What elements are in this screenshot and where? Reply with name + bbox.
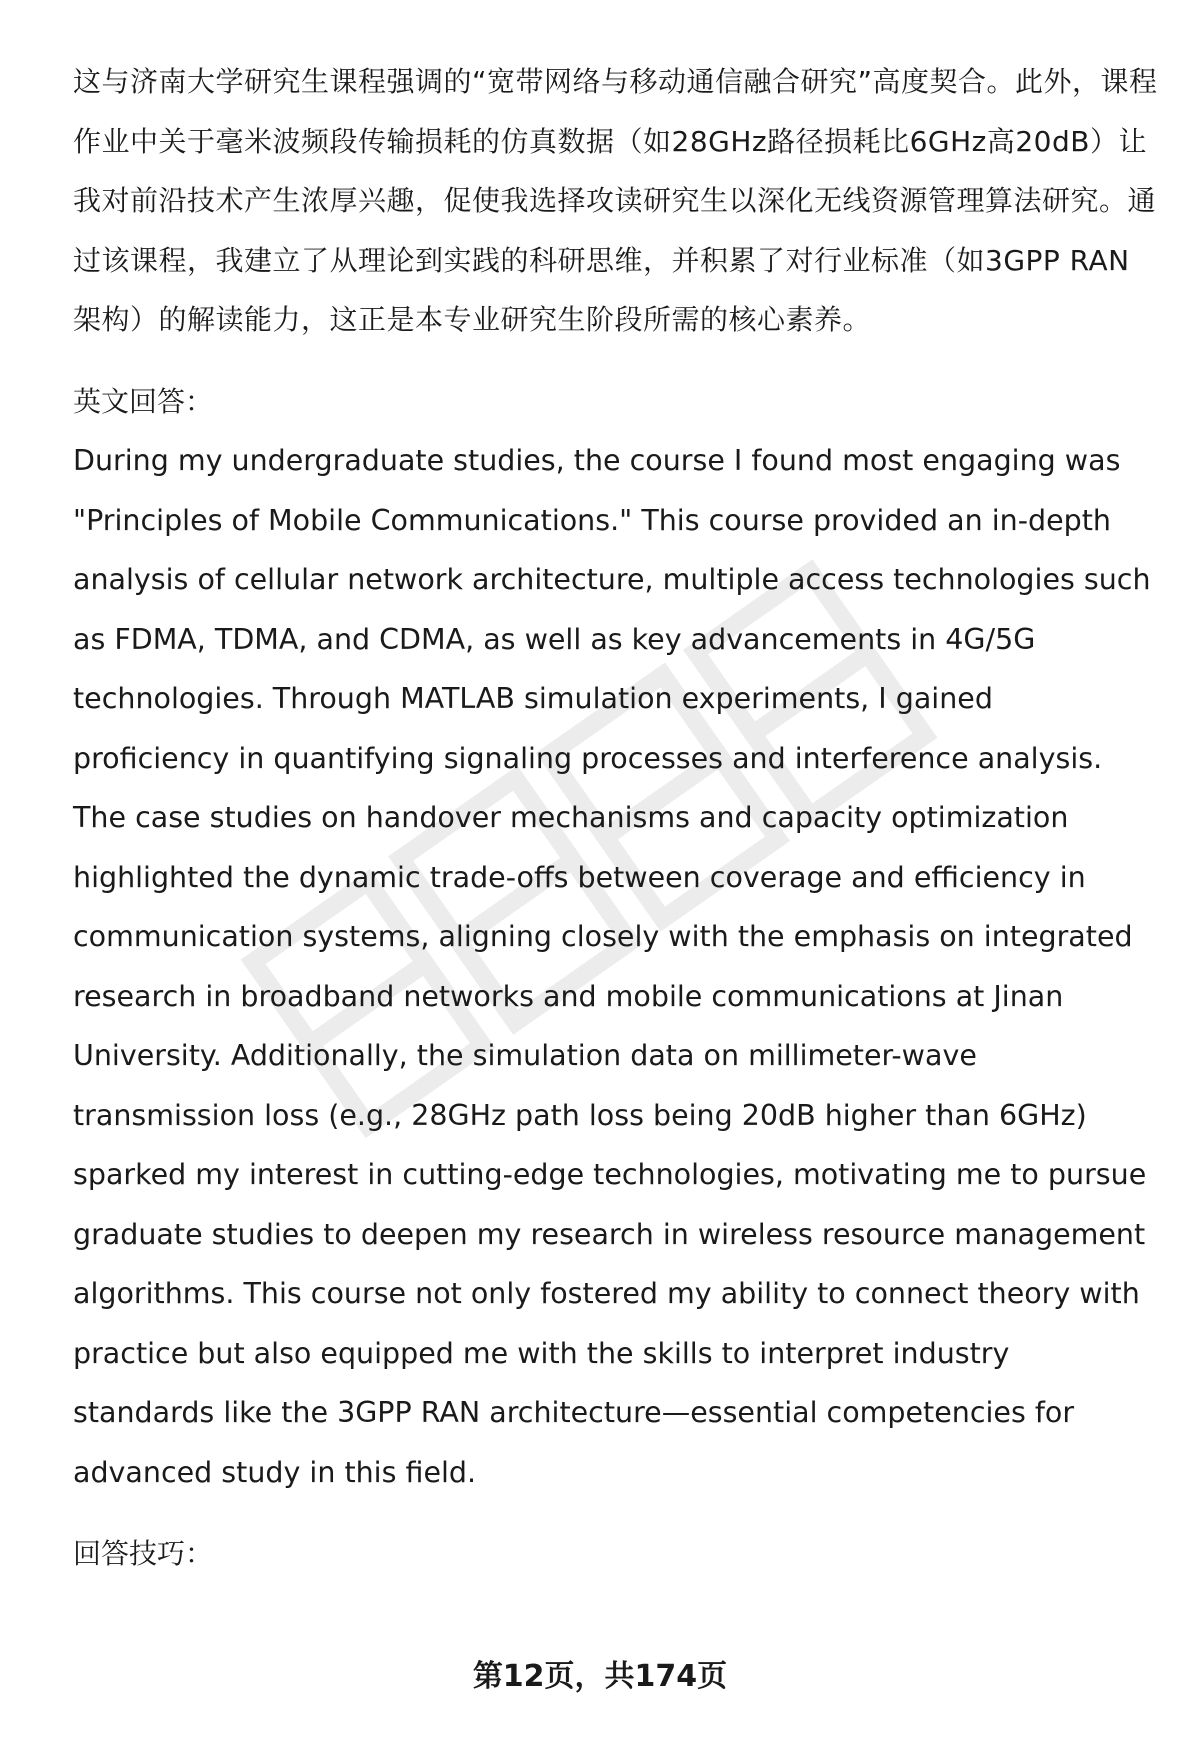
page-indicator: 第12页，共174页 [472, 1659, 728, 1694]
chinese-paragraph: 这与济南大学研究生课程强调的“宽带网络与移动通信融合研究”高度契合。此外，课程作业中关于毫米波频段传输损耗的仿真数据（如28GHz路径损耗比6GHz高20dB）让我对前沿技术产生浓厚兴趣，促使我选择攻读研究生以深化无线资源管理算法研究。通过该课程，我建立了从理论到实践的科研思维，并积累了对行业标准（如3GPP RAN架构）的解读能力，这正是本专业研究生阶段所需的核心素养。 [73, 65, 1158, 336]
document-body [73, 52, 1158, 1584]
answer-tips-label: 回答技巧： [73, 1537, 214, 1570]
english-answer-label: 英文回答： [73, 384, 214, 418]
english-answer-paragraph: During my undergraduate studies, the course I found most engaging was "Principles of Mobile Communications." This course provided an in-depth analysis of cellular network architecture, multiple access technologies such as FDMA, TDMA, and CDMA, as well as key advancements in 4G/5G technologies. Through MATLAB simulation experiments, I gained proficiency in quantifying signaling processes and interference analysis. The case studies on handover mechanisms and capacity optimization highlighted the dynamic trade-offs between coverage and efficiency in communication systems, aligning closely with the emphasis on integrated research in broadband networks and mobile communications at Jinan University. Additionally, the simulation data on millimeter-wave transmission loss (e.g., 28GHz path loss being 20dB higher than 6GHz) sparked my interest in cutting-edge technologies, motivating me to pursue graduate studies to deepen my research in wireless resource management algorithms. This course not only fostered my ability to connect theory with practice but also equipped me with the skills to interpret industry standards like the 3GPP RAN architecture—essential competencies for advanced study in this field. [73, 444, 1151, 1489]
